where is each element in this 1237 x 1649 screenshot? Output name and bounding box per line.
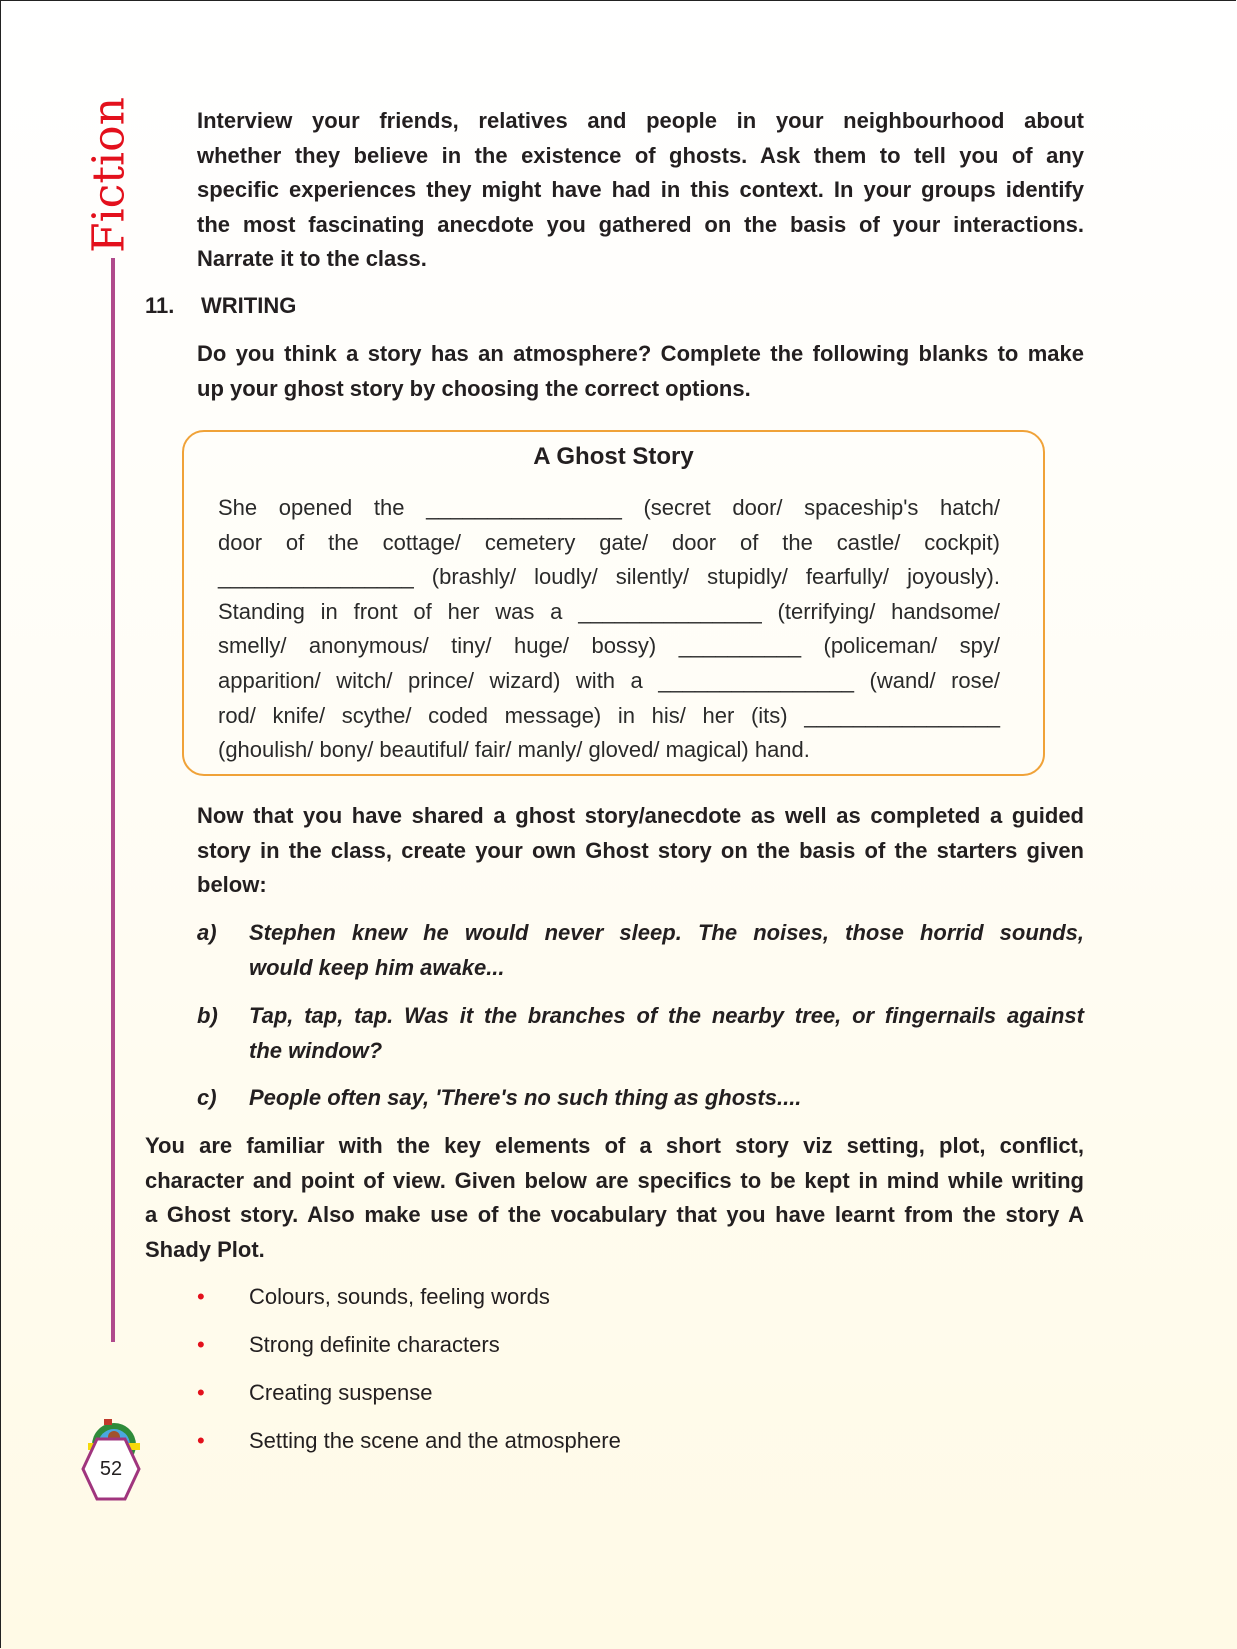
- fill-blank-line: smelly/ anonymous/ tiny/ huge/ bossy) __________ (policeman/ spy/: [218, 633, 1000, 659]
- fill-blank-line: rod/ knife/ scythe/ coded message) in his/ her (its) ________________: [218, 702, 1000, 728]
- text-line: People often say, 'There's no such thing as ghosts....: [249, 1085, 802, 1110]
- text-line: below:: [197, 872, 267, 898]
- section-number: 11.: [145, 293, 175, 318]
- text-line: whether they believe in the existence of ghosts. Ask them to tell you of any: [197, 142, 1084, 168]
- intro-paragraph: [197, 104, 1084, 277]
- bullet-text: Colours, sounds, feeling words: [249, 1284, 550, 1309]
- chapter-side-title: [83, 97, 135, 253]
- text-line: the window?: [249, 1037, 383, 1063]
- page-number: 52: [99, 1458, 123, 1480]
- text-line: up your ghost story by choosing the correct options.: [197, 375, 751, 401]
- bullet-icon: •: [197, 1284, 205, 1309]
- instruction-paragraph: [197, 337, 1084, 406]
- bullet-item: [197, 1280, 550, 1315]
- text-line: Narrate it to the class.: [197, 246, 427, 272]
- fill-blank-line: apparition/ witch/ prince/ wizard) with a ________________ (wand/ rose/: [218, 667, 1000, 693]
- bullet-item: [197, 1424, 621, 1459]
- text-line: would keep him awake...: [249, 954, 505, 980]
- bullet-item: [197, 1328, 500, 1363]
- text-line: specific experiences they might have had in this context. In your groups identify: [197, 177, 1084, 203]
- text-line: a Ghost story. Also make use of the vocabulary that you have learnt from the story A: [145, 1202, 1084, 1228]
- starter-b: [197, 999, 1084, 1068]
- side-divider-line: [111, 258, 115, 1342]
- starter-label: c): [197, 1085, 217, 1110]
- section-heading: [145, 289, 296, 324]
- page-number-badge: [80, 1436, 142, 1502]
- fill-blank-line: Standing in front of her was a _______________ (terrifying/ handsome/: [218, 598, 1000, 624]
- bullet-icon: •: [197, 1332, 205, 1357]
- text-line: Do you think a story has an atmosphere? Complete the following blanks to make: [197, 341, 1084, 366]
- text-line: story in the class, create your own Ghost story on the basis of the starters given: [197, 837, 1084, 863]
- fill-blank-line: (ghoulish/ bony/ beautiful/ fair/ manly/ gloved/ magical) hand.: [218, 737, 810, 763]
- starter-label: b): [197, 1003, 218, 1028]
- story-elements-paragraph: [145, 1129, 1084, 1267]
- bullet-icon: •: [197, 1428, 205, 1453]
- fill-blank-line: ________________ (brashly/ loudly/ silently/ stupidly/ fearfully/ joyously).: [218, 564, 1000, 590]
- starter-a: [197, 916, 1084, 985]
- side-title-text: Fiction: [83, 97, 135, 253]
- text-line: Stephen knew he would never sleep. The noises, those horrid sounds,: [249, 920, 1084, 945]
- create-story-paragraph: [197, 799, 1084, 903]
- ghost-story-title: A Ghost Story: [533, 443, 694, 470]
- bullet-text: Strong definite characters: [249, 1332, 500, 1357]
- text-line: Tap, tap, tap. Was it the branches of the nearby tree, or fingernails against: [249, 1003, 1084, 1028]
- text-line: Now that you have shared a ghost story/anecdote as well as completed a guided: [197, 803, 1084, 828]
- starter-label: a): [197, 920, 217, 945]
- fill-blank-line: She opened the ________________ (secret door/ spaceship's hatch/: [218, 495, 1000, 520]
- text-line: Interview your friends, relatives and people in your neighbourhood about: [197, 108, 1084, 133]
- bullet-icon: •: [197, 1380, 205, 1405]
- bullet-item: [197, 1376, 432, 1411]
- starter-c: [197, 1081, 1084, 1116]
- section-title: WRITING: [201, 293, 297, 318]
- text-line: character and point of view. Given below are specifics to be kept in mind while writing: [145, 1167, 1084, 1193]
- ghost-story-text: [218, 491, 1000, 768]
- text-line: Shady Plot.: [145, 1236, 265, 1262]
- text-line: You are familiar with the key elements of a short story viz setting, plot, conflict,: [145, 1133, 1084, 1158]
- text-line: the most fascinating anecdote you gathered on the basis of your interactions.: [197, 211, 1084, 237]
- bullet-text: Creating suspense: [249, 1380, 433, 1405]
- fill-blank-line: door of the cottage/ cemetery gate/ door of the castle/ cockpit): [218, 529, 1000, 555]
- bullet-text: Setting the scene and the atmosphere: [249, 1428, 621, 1453]
